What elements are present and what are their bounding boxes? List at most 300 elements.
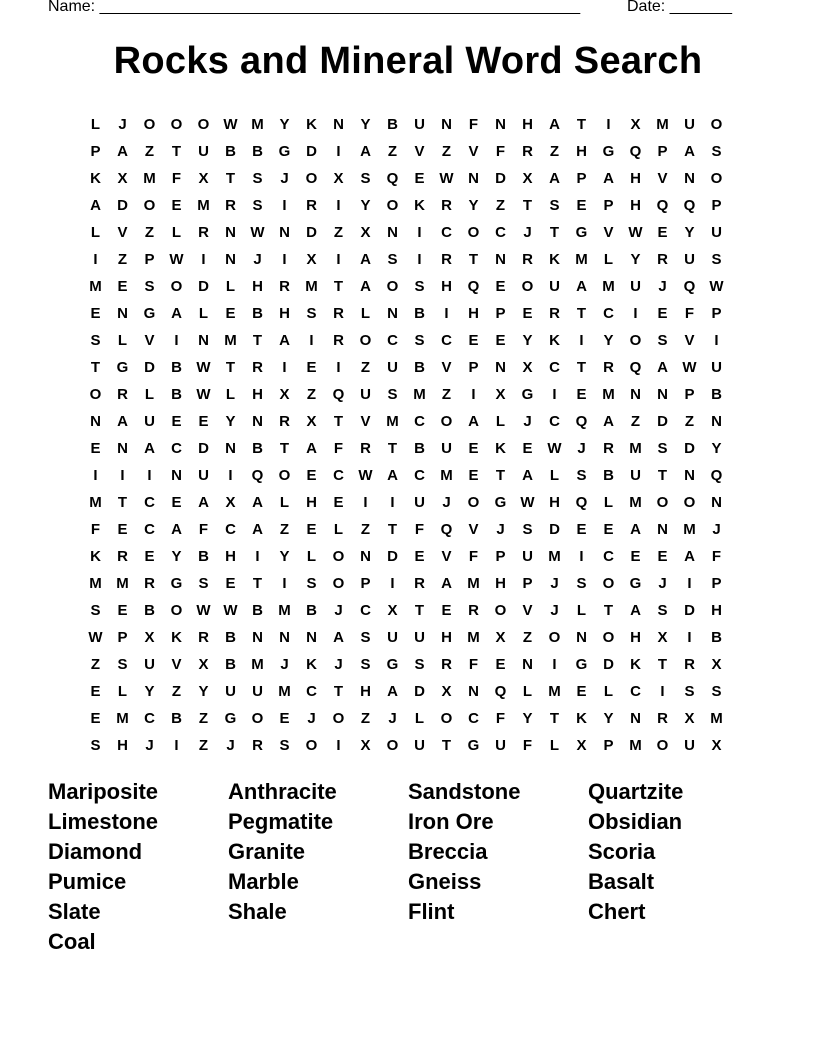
grid-letter: L <box>171 224 182 241</box>
grid-letter: T <box>603 602 614 619</box>
grid-letter: S <box>711 251 722 268</box>
grid-letter: E <box>171 197 182 214</box>
grid-letter: A <box>387 467 398 484</box>
grid-letter: I <box>579 548 584 565</box>
grid-letter: A <box>684 548 695 565</box>
grid-letter: H <box>522 116 533 133</box>
grid-letter: M <box>683 521 696 538</box>
grid-letter: O <box>521 278 534 295</box>
word-list-item: Granite <box>228 839 306 864</box>
grid-letter: I <box>174 737 179 754</box>
grid-letter: W <box>196 386 211 403</box>
grid-letter: Y <box>630 251 641 268</box>
grid-letter: S <box>576 467 587 484</box>
word-list-item: Anthracite <box>228 779 337 804</box>
grid-letter: X <box>495 386 506 403</box>
grid-letter: S <box>522 521 533 538</box>
word-list-item: Pumice <box>48 869 127 894</box>
grid-letter: I <box>201 251 206 268</box>
grid-letter: K <box>549 332 560 349</box>
grid-letter: X <box>522 170 533 187</box>
grid-letter: I <box>282 359 287 376</box>
grid-letter: S <box>90 602 101 619</box>
grid-letter: F <box>468 548 479 565</box>
grid-letter: R <box>252 359 263 376</box>
grid-letter: M <box>602 386 615 403</box>
grid-letter: U <box>144 656 155 673</box>
grid-letter: O <box>305 737 318 754</box>
grid-letter: F <box>711 548 722 565</box>
grid-letter: A <box>603 413 614 430</box>
grid-letter: R <box>441 656 452 673</box>
grid-letter: E <box>657 305 668 322</box>
grid-letter: T <box>333 278 344 295</box>
date-field-label: Date: _______ <box>627 0 732 15</box>
grid-letter: I <box>687 575 692 592</box>
grid-row <box>82 329 730 356</box>
grid-letter: I <box>579 332 584 349</box>
grid-letter: B <box>603 467 614 484</box>
grid-letter: D <box>198 278 209 295</box>
grid-letter: R <box>603 359 614 376</box>
grid-letter: H <box>468 305 479 322</box>
grid-letter: I <box>336 359 341 376</box>
grid-letter: L <box>198 305 209 322</box>
grid-letter: A <box>171 521 182 538</box>
grid-letter: M <box>251 116 264 133</box>
grid-letter: Y <box>171 548 182 565</box>
grid-letter: R <box>468 602 479 619</box>
word-list-item: Gneiss <box>408 869 482 894</box>
grid-letter: J <box>334 656 343 673</box>
grid-letter: R <box>198 224 209 241</box>
grid-letter: S <box>360 170 371 187</box>
grid-letter: C <box>468 710 479 727</box>
grid-letter: A <box>468 413 479 430</box>
grid-letter: W <box>358 467 373 484</box>
grid-letter: P <box>495 305 506 322</box>
grid-letter: A <box>360 278 371 295</box>
grid-letter: A <box>522 467 533 484</box>
grid-letter: U <box>414 737 425 754</box>
grid-letter: R <box>684 656 695 673</box>
grid-letter: L <box>603 683 614 700</box>
grid-letter: H <box>549 494 560 511</box>
grid-letter: T <box>495 467 506 484</box>
grid-letter: S <box>198 575 209 592</box>
grid-letter: J <box>658 278 667 295</box>
grid-letter: O <box>332 575 345 592</box>
grid-letter: L <box>549 467 560 484</box>
grid-letter: M <box>116 575 129 592</box>
grid-letter: I <box>714 332 719 349</box>
grid-letter: H <box>630 629 641 646</box>
grid-letter: I <box>147 467 152 484</box>
grid-letter: I <box>282 251 287 268</box>
grid-letter: N <box>279 629 290 646</box>
grid-letter: B <box>225 656 236 673</box>
grid-letter: P <box>117 629 128 646</box>
grid-letter: K <box>90 170 101 187</box>
grid-letter: E <box>657 224 668 241</box>
grid-letter: S <box>549 197 560 214</box>
grid-letter: I <box>660 683 665 700</box>
grid-letter: U <box>414 494 425 511</box>
grid-letter: X <box>522 359 533 376</box>
grid-row <box>82 464 730 491</box>
grid-letter: R <box>657 251 668 268</box>
grid-letter: J <box>550 575 559 592</box>
grid-letter: B <box>144 602 155 619</box>
grid-row <box>82 248 730 275</box>
grid-letter: C <box>144 494 155 511</box>
grid-letter: D <box>306 143 317 160</box>
grid-row <box>82 302 730 329</box>
grid-letter: Z <box>198 710 209 727</box>
grid-letter: M <box>143 170 156 187</box>
grid-letter: T <box>657 656 668 673</box>
grid-letter: S <box>711 683 722 700</box>
grid-letter: S <box>279 737 290 754</box>
grid-letter: O <box>170 116 183 133</box>
grid-letter: O <box>89 386 102 403</box>
grid-letter: T <box>468 251 479 268</box>
grid-letter: M <box>656 116 669 133</box>
grid-letter: D <box>603 656 614 673</box>
grid-letter: E <box>576 683 587 700</box>
grid-letter: K <box>549 251 560 268</box>
grid-letter: T <box>279 440 290 457</box>
grid-letter: H <box>252 278 263 295</box>
grid-letter: X <box>360 224 371 241</box>
grid-letter: N <box>657 521 668 538</box>
grid-letter: C <box>495 224 506 241</box>
grid-letter: M <box>710 710 723 727</box>
grid-letter: U <box>252 683 263 700</box>
grid-row <box>82 734 730 761</box>
grid-letter: Z <box>360 359 371 376</box>
grid-letter: Y <box>603 710 614 727</box>
grid-letter: T <box>387 521 398 538</box>
grid-letter: Y <box>603 332 614 349</box>
word-list-item: Flint <box>408 899 455 924</box>
grid-letter: R <box>360 440 371 457</box>
grid-letter: D <box>495 170 506 187</box>
grid-letter: N <box>495 251 506 268</box>
grid-letter: F <box>522 737 533 754</box>
grid-letter: P <box>711 575 722 592</box>
grid-letter: N <box>306 629 317 646</box>
grid-letter: J <box>280 170 289 187</box>
grid-letter: Q <box>386 170 399 187</box>
grid-letter: B <box>225 629 236 646</box>
grid-letter: O <box>683 494 696 511</box>
grid-letter: L <box>306 548 317 565</box>
grid-letter: U <box>684 116 695 133</box>
grid-letter: P <box>711 305 722 322</box>
grid-letter: O <box>386 737 399 754</box>
grid-letter: E <box>522 440 533 457</box>
grid-letter: C <box>630 683 641 700</box>
word-search-grid <box>82 113 730 761</box>
grid-letter: E <box>171 413 182 430</box>
grid-letter: I <box>417 251 422 268</box>
grid-letter: M <box>575 251 588 268</box>
grid-letter: X <box>657 629 668 646</box>
grid-letter: A <box>117 143 128 160</box>
grid-letter: O <box>170 278 183 295</box>
grid-letter: I <box>309 332 314 349</box>
grid-letter: J <box>118 116 127 133</box>
grid-letter: H <box>117 737 128 754</box>
grid-letter: G <box>467 737 480 754</box>
grid-letter: O <box>386 278 399 295</box>
grid-letter: X <box>333 170 344 187</box>
grid-letter: H <box>360 683 371 700</box>
grid-letter: A <box>171 305 182 322</box>
grid-letter: R <box>117 548 128 565</box>
grid-letter: A <box>630 602 641 619</box>
grid-letter: C <box>171 440 182 457</box>
grid-letter: C <box>333 467 344 484</box>
grid-letter: W <box>88 629 103 646</box>
grid-letter: O <box>251 710 264 727</box>
word-list-item: Coal <box>48 929 96 954</box>
grid-letter: N <box>117 305 128 322</box>
grid-letter: A <box>603 170 614 187</box>
grid-row <box>82 221 730 248</box>
grid-letter: U <box>684 251 695 268</box>
word-list-item: Marble <box>228 869 299 894</box>
grid-letter: E <box>333 494 344 511</box>
grid-letter: I <box>174 332 179 349</box>
grid-letter: V <box>117 224 128 241</box>
grid-letter: W <box>628 224 643 241</box>
grid-letter: D <box>414 683 425 700</box>
grid-letter: Z <box>360 710 371 727</box>
grid-letter: I <box>120 467 125 484</box>
grid-letter: M <box>413 386 426 403</box>
grid-letter: J <box>442 494 451 511</box>
grid-letter: A <box>117 413 128 430</box>
grid-letter: Q <box>332 386 345 403</box>
grid-letter: Y <box>522 332 533 349</box>
grid-letter: S <box>90 737 101 754</box>
grid-letter: C <box>549 359 560 376</box>
grid-letter: A <box>576 278 587 295</box>
grid-letter: U <box>198 143 209 160</box>
grid-letter: B <box>225 143 236 160</box>
grid-letter: B <box>387 116 398 133</box>
grid-letter: N <box>252 629 263 646</box>
grid-letter: W <box>196 602 211 619</box>
grid-letter: X <box>630 116 641 133</box>
grid-letter: N <box>117 440 128 457</box>
grid-letter: M <box>224 332 237 349</box>
grid-letter: X <box>306 251 317 268</box>
grid-letter: I <box>282 197 287 214</box>
grid-letter: S <box>252 170 263 187</box>
grid-letter: N <box>441 116 452 133</box>
grid-letter: B <box>414 440 425 457</box>
word-list-item: Shale <box>228 899 287 924</box>
grid-letter: F <box>468 656 479 673</box>
grid-letter: X <box>684 710 695 727</box>
word-list-item: Mariposite <box>48 779 159 804</box>
grid-letter: P <box>657 143 668 160</box>
grid-letter: P <box>468 359 479 376</box>
grid-letter: X <box>711 656 722 673</box>
grid-letter: R <box>441 251 452 268</box>
grid-letter: E <box>306 521 317 538</box>
grid-letter: W <box>709 278 724 295</box>
grid-row <box>82 356 730 383</box>
grid-letter: J <box>253 251 262 268</box>
grid-letter: E <box>603 521 614 538</box>
word-list-item: Sandstone <box>408 779 521 804</box>
grid-letter: L <box>549 737 560 754</box>
grid-letter: B <box>252 143 263 160</box>
grid-letter: I <box>255 548 260 565</box>
grid-letter: U <box>360 386 371 403</box>
grid-letter: J <box>388 710 397 727</box>
grid-letter: E <box>576 521 587 538</box>
grid-letter: L <box>495 413 506 430</box>
grid-letter: N <box>630 710 641 727</box>
grid-letter: R <box>306 197 317 214</box>
grid-letter: E <box>225 305 236 322</box>
grid-letter: O <box>332 548 345 565</box>
grid-letter: W <box>547 440 562 457</box>
grid-letter: O <box>278 467 291 484</box>
grid-letter: T <box>225 170 236 187</box>
grid-letter: N <box>387 305 398 322</box>
grid-letter: P <box>495 548 506 565</box>
grid-letter: E <box>90 440 101 457</box>
grid-letter: A <box>360 143 371 160</box>
grid-letter: M <box>440 467 453 484</box>
grid-letter: L <box>90 116 101 133</box>
grid-letter: N <box>387 224 398 241</box>
grid-letter: E <box>279 710 290 727</box>
grid-letter: T <box>333 683 344 700</box>
grid-letter: G <box>278 143 291 160</box>
grid-letter: Z <box>306 386 317 403</box>
grid-letter: O <box>332 710 345 727</box>
word-list-item: Obsidian <box>588 809 683 834</box>
grid-letter: Y <box>144 683 155 700</box>
grid-letter: V <box>522 602 533 619</box>
grid-letter: F <box>414 521 425 538</box>
grid-letter: A <box>549 116 560 133</box>
grid-letter: Y <box>360 116 371 133</box>
grid-row <box>82 437 730 464</box>
grid-letter: J <box>523 413 532 430</box>
grid-letter: J <box>712 521 721 538</box>
grid-letter: Y <box>684 224 695 241</box>
grid-letter: P <box>603 197 614 214</box>
grid-letter: I <box>336 197 341 214</box>
grid-letter: I <box>552 386 557 403</box>
grid-letter: D <box>684 440 695 457</box>
grid-row <box>82 383 730 410</box>
grid-letter: O <box>359 332 372 349</box>
grid-letter: X <box>387 602 398 619</box>
grid-letter: Z <box>522 629 533 646</box>
grid-letter: L <box>144 386 155 403</box>
grid-letter: E <box>468 332 479 349</box>
grid-letter: J <box>496 521 505 538</box>
grid-letter: H <box>576 143 587 160</box>
grid-letter: R <box>279 413 290 430</box>
grid-letter: O <box>467 494 480 511</box>
grid-letter: S <box>360 629 371 646</box>
grid-letter: V <box>441 359 452 376</box>
grid-letter: Y <box>522 710 533 727</box>
grid-letter: A <box>252 521 263 538</box>
grid-letter: K <box>495 440 506 457</box>
grid-letter: O <box>386 197 399 214</box>
grid-letter: C <box>441 224 452 241</box>
grid-letter: Q <box>710 467 723 484</box>
grid-letter: T <box>252 575 263 592</box>
grid-letter: N <box>360 548 371 565</box>
grid-letter: B <box>252 305 263 322</box>
grid-letter: C <box>549 413 560 430</box>
grid-letter: M <box>89 494 102 511</box>
grid-letter: X <box>225 494 236 511</box>
grid-letter: R <box>225 197 236 214</box>
grid-letter: A <box>387 683 398 700</box>
grid-row <box>82 599 730 626</box>
grid-letter: S <box>414 656 425 673</box>
grid-row <box>82 275 730 302</box>
grid-letter: M <box>629 737 642 754</box>
grid-letter: U <box>630 467 641 484</box>
grid-letter: K <box>576 710 587 727</box>
grid-letter: U <box>144 413 155 430</box>
grid-letter: N <box>171 467 182 484</box>
grid-letter: B <box>252 440 263 457</box>
grid-letter: E <box>522 305 533 322</box>
grid-letter: E <box>495 278 506 295</box>
grid-letter: D <box>549 521 560 538</box>
grid-letter: M <box>467 575 480 592</box>
grid-letter: I <box>363 494 368 511</box>
grid-letter: Z <box>630 413 641 430</box>
grid-letter: D <box>684 602 695 619</box>
grid-letter: S <box>657 440 668 457</box>
grid-letter: Z <box>387 143 398 160</box>
grid-letter: W <box>439 170 454 187</box>
grid-letter: M <box>89 575 102 592</box>
grid-letter: O <box>440 413 453 430</box>
grid-letter: K <box>90 548 101 565</box>
grid-letter: R <box>333 332 344 349</box>
grid-letter: N <box>630 386 641 403</box>
grid-letter: T <box>225 359 236 376</box>
grid-letter: V <box>603 224 614 241</box>
grid-letter: X <box>117 170 128 187</box>
grid-letter: S <box>414 332 425 349</box>
grid-letter: R <box>144 575 155 592</box>
grid-letter: I <box>606 116 611 133</box>
grid-letter: O <box>440 710 453 727</box>
grid-letter: X <box>441 683 452 700</box>
grid-letter: U <box>522 548 533 565</box>
grid-letter: V <box>441 548 452 565</box>
grid-letter: X <box>279 386 290 403</box>
